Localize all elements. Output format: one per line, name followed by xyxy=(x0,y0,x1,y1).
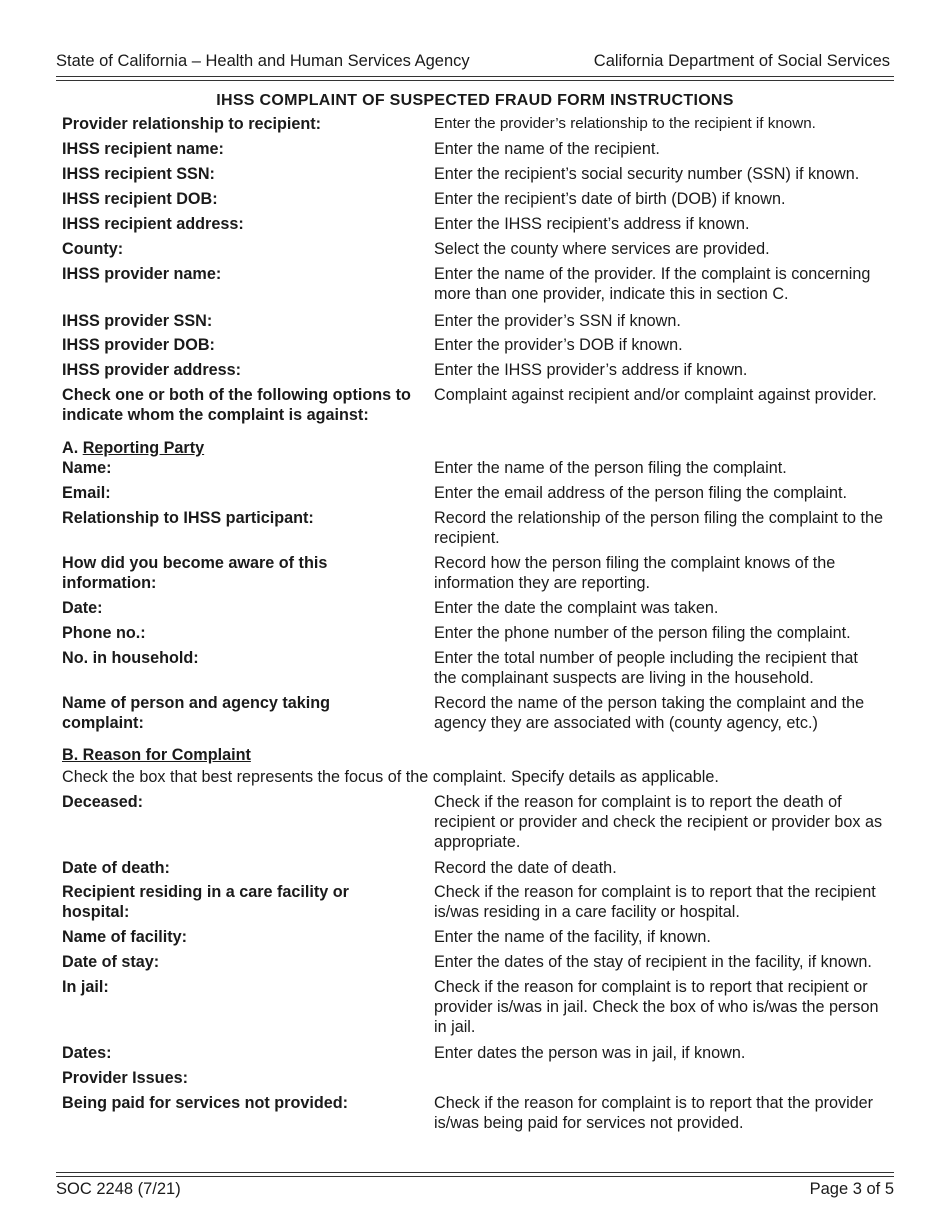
form-number: SOC 2248 (7/21) xyxy=(56,1180,181,1198)
row-desc: Enter the date the complaint was taken. xyxy=(434,599,719,617)
row-label: Relationship to IHSS participant: xyxy=(62,509,314,527)
row-desc: Enter dates the person was in jail, if known. xyxy=(434,1044,746,1062)
row-label: In jail: xyxy=(62,978,109,996)
row-desc: Enter the IHSS recipient’s address if known. xyxy=(434,215,750,233)
row-desc: Complaint against recipient and/or complaint against provider. xyxy=(434,386,877,404)
row-label: No. in household: xyxy=(62,649,199,667)
row-label: Phone no.: xyxy=(62,624,146,642)
row-label: IHSS recipient SSN: xyxy=(62,165,215,183)
row-desc: Enter the provider’s relationship to the recipient if known. xyxy=(434,115,816,132)
row-label: Dates: xyxy=(62,1044,112,1062)
row-desc: Check if the reason for complaint is to report that recipient or provider is/was in jail. Check the box of who is/was the person in jail. xyxy=(434,978,879,1036)
row-desc: Enter the dates of the stay of recipient in the facility, if known. xyxy=(434,953,872,971)
section-a-title: Reporting Party xyxy=(82,439,205,457)
row-label: Name of person and agency taking complaint: xyxy=(62,694,331,732)
section-a-letter: A. xyxy=(62,439,79,457)
row-label: Name: xyxy=(62,459,112,477)
row-desc: Record the relationship of the person filing the complaint to the recipient. xyxy=(434,509,884,547)
row-desc: Enter the name of the provider. If the complaint is concerning more than one provider, indicate this in section C. xyxy=(434,265,871,303)
row-desc: Enter the email address of the person filing the complaint. xyxy=(434,484,848,502)
header-agency: State of California – Health and Human Services Agency xyxy=(56,52,470,70)
section-a-heading xyxy=(62,438,204,458)
row-label: IHSS provider name: xyxy=(62,265,222,283)
row-label: Date: xyxy=(62,599,103,617)
row-label: Provider Issues: xyxy=(62,1069,188,1087)
page-number: Page 3 of 5 xyxy=(809,1180,894,1198)
row-desc: Enter the phone number of the person filing the complaint. xyxy=(434,624,851,642)
row-label: Being paid for services not provided: xyxy=(62,1094,349,1112)
row-desc: Record the date of death. xyxy=(434,859,617,877)
row-label: IHSS recipient name: xyxy=(62,140,224,158)
header-department: California Department of Social Services xyxy=(593,52,890,70)
row-label: Email: xyxy=(62,484,111,502)
section-b-heading xyxy=(62,745,251,765)
row-label: Date of stay: xyxy=(62,953,160,971)
row-label: Recipient residing in a care facility or hospital: xyxy=(62,883,349,921)
row-label: Check one or both of the following options to indicate whom the complaint is against: xyxy=(62,386,411,424)
row-desc: Check if the reason for complaint is to report that the provider is/was being paid for services not provided. xyxy=(434,1094,874,1132)
header-rule-1 xyxy=(56,76,894,77)
row-desc: Enter the name of the recipient. xyxy=(434,140,660,158)
row-label: IHSS provider DOB: xyxy=(62,336,215,354)
row-label: IHSS recipient address: xyxy=(62,215,244,233)
row-label: County: xyxy=(62,240,124,258)
row-desc: Enter the recipient’s social security number (SSN) if known. xyxy=(434,165,860,183)
row-desc: Enter the provider’s DOB if known. xyxy=(434,336,683,354)
row-label: Deceased: xyxy=(62,793,143,811)
row-label: IHSS provider address: xyxy=(62,361,242,379)
section-b-intro: Check the box that best represents the focus of the complaint. Specify details as applicable. xyxy=(62,768,719,786)
row-label: Date of death: xyxy=(62,859,170,877)
footer-rule-1 xyxy=(56,1172,894,1173)
footer-rule-2 xyxy=(56,1176,894,1177)
row-label: Name of facility: xyxy=(62,928,188,946)
section-b-title: B. Reason for Complaint xyxy=(62,746,251,764)
row-label: IHSS recipient DOB: xyxy=(62,190,218,208)
row-desc: Record the name of the person taking the complaint and the agency they are associated with (county agency, etc.) xyxy=(434,694,865,732)
row-desc: Select the county where services are provided. xyxy=(434,240,770,258)
row-desc: Enter the name of the facility, if known. xyxy=(434,928,711,946)
row-desc: Enter the recipient’s date of birth (DOB) if known. xyxy=(434,190,786,208)
row-label: How did you become aware of this information: xyxy=(62,554,328,592)
row-label: IHSS provider SSN: xyxy=(62,312,213,330)
row-label: Provider relationship to recipient: xyxy=(62,115,322,133)
header-rule-2 xyxy=(56,80,894,81)
row-desc: Enter the provider’s SSN if known. xyxy=(434,312,681,330)
row-desc: Check if the reason for complaint is to report that the recipient is/was residing in a care facility or hospital. xyxy=(434,883,876,921)
page-title: IHSS COMPLAINT OF SUSPECTED FRAUD FORM INSTRUCTIONS xyxy=(216,92,734,109)
row-desc: Enter the name of the person filing the complaint. xyxy=(434,459,787,477)
row-desc: Check if the reason for complaint is to report the death of recipient or provider and check the recipient or provider box as appropriate. xyxy=(434,793,883,851)
row-desc: Enter the total number of people including the recipient that the complainant suspects are living in the household. xyxy=(434,649,858,687)
row-desc: Enter the IHSS provider’s address if known. xyxy=(434,361,748,379)
row-desc: Record how the person filing the complaint knows of the information they are reporting. xyxy=(434,554,836,592)
